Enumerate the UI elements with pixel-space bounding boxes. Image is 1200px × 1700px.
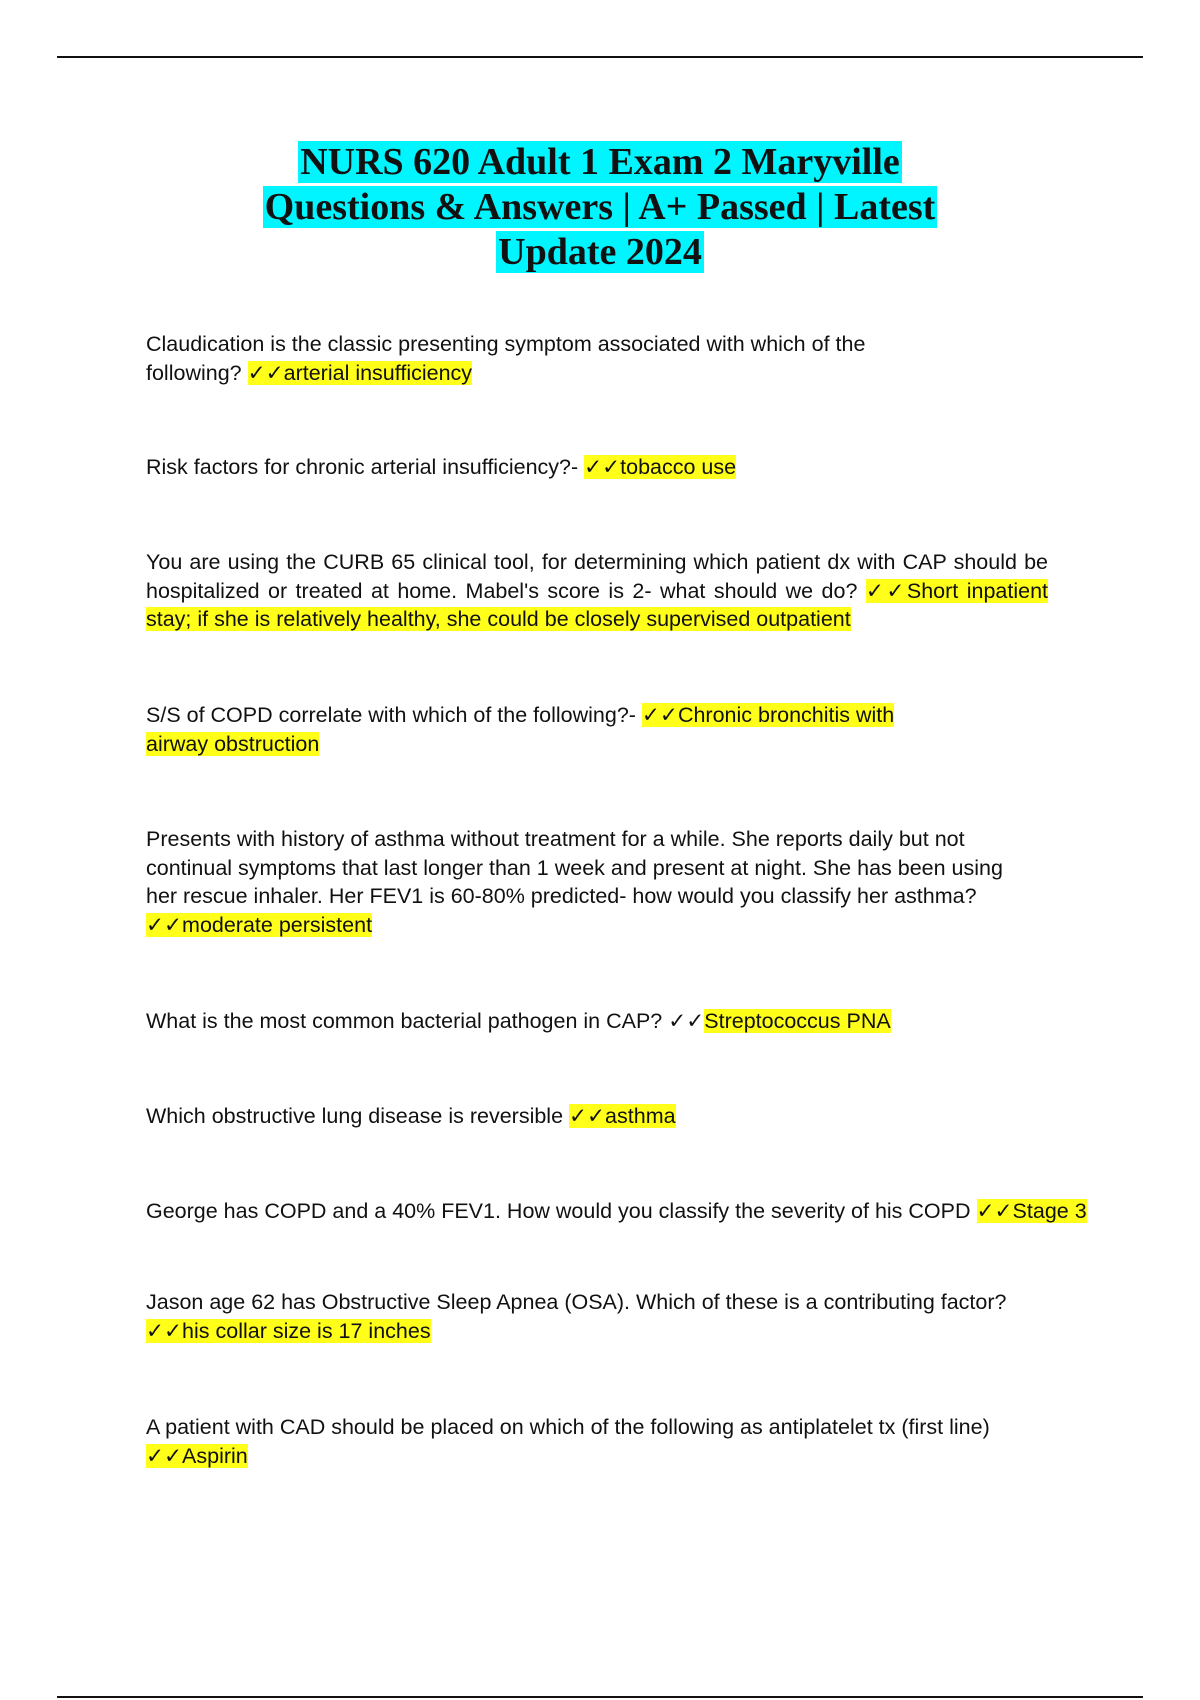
qa-item-7: [146, 1102, 1048, 1131]
document-title: [200, 140, 1000, 275]
title-line-1: NURS 620 Adult 1 Exam 2 Maryville: [300, 141, 900, 183]
title-line-2: Questions & Answers | A+ Passed | Latest: [264, 186, 936, 228]
qa-item-4: [146, 701, 936, 758]
answer-text: ✓✓his collar size is 17 inches: [146, 1318, 431, 1343]
question-text: S/S of COPD correlate with which of the following?-: [146, 703, 642, 727]
answer-text: ✓✓Aspirin: [146, 1443, 248, 1468]
qa-item-5: [146, 825, 1036, 939]
question-text: Risk factors for chronic arterial insufficiency?-: [146, 455, 585, 479]
qa-item-2: [146, 453, 1048, 482]
answer-text: ✓✓arterial insufficiency: [247, 360, 473, 385]
question-text: George has COPD and a 40% FEV1. How would you classify the severity of his COPD: [146, 1199, 977, 1223]
answer-text: ✓✓Stage 3: [976, 1199, 1087, 1223]
qa-item-9: [146, 1288, 1046, 1345]
bottom-rule: [57, 1696, 1143, 1698]
answer-text: ✓✓asthma: [569, 1104, 676, 1128]
qa-item-8: [146, 1197, 1106, 1226]
answer-text: Streptococcus PNA: [704, 1009, 891, 1033]
qa-item-6: [146, 1007, 1048, 1036]
question-text: A patient with CAD should be placed on which of the following as antiplatelet tx (first line): [146, 1415, 990, 1439]
qa-item-3: [146, 548, 1048, 634]
question-text: Jason age 62 has Obstructive Sleep Apnea (OSA). Which of these is a contributing factor?: [146, 1290, 1007, 1314]
answer-text: ✓✓moderate persistent: [146, 912, 373, 937]
qa-item-10: [146, 1413, 996, 1470]
question-text: Claudication is the classic presenting symptom associated with which of the following?: [146, 332, 866, 385]
title-line-3: Update 2024: [498, 231, 702, 273]
question-text: What is the most common bacterial pathogen in CAP? ✓✓: [146, 1009, 705, 1033]
question-text: Presents with history of asthma without treatment for a while. She reports daily but not continual symptoms that last longer than 1 week and present at night. She has been using her rescue inhaler. Her FEV1 is 60-80% predicted- how would you classify her asthma?: [146, 827, 1003, 908]
question-text: Which obstructive lung disease is reversible: [146, 1104, 570, 1128]
answer-text: ✓✓Chronic bronchitis with airway obstruction: [146, 703, 895, 756]
question-text: You are using the CURB 65 clinical tool, for determining which patient dx with CAP should be hospitalized or treated at home. Mabel's score is 2- what should we do?: [146, 550, 1048, 603]
qa-item-1: [146, 330, 906, 387]
answer-text: ✓✓tobacco use: [584, 455, 737, 479]
top-rule: [57, 56, 1143, 58]
answer-text: ✓✓Short inpatient stay; if she is relatively healthy, she could be closely supervised outpatient: [146, 578, 1048, 631]
